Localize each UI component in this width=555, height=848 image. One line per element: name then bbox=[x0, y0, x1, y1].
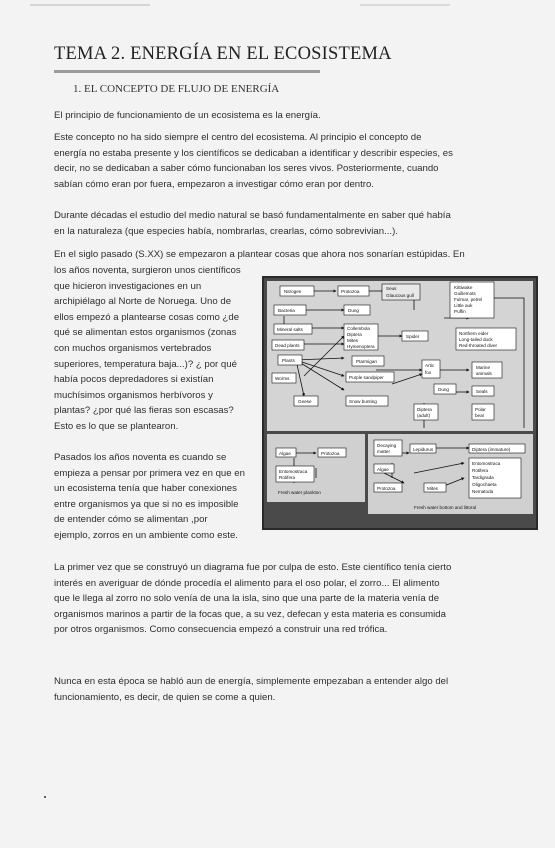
paragraph-line: plantas? ¿por qué las fieras son escasas? bbox=[54, 405, 234, 417]
node-bottom-algae: Algae bbox=[377, 467, 389, 472]
node-fox: fox bbox=[425, 370, 432, 375]
paragraph-line: empieza a pensar por primera vez en que en bbox=[54, 467, 245, 479]
paragraph-5 bbox=[54, 450, 262, 544]
title-underline bbox=[54, 70, 320, 73]
page-title: TEMA 2. ENERGÍA EN EL ECOSISTEMA bbox=[54, 44, 392, 64]
paragraph-line: Este concepto no ha sido siempre el centro del ecosistema. Al principio el concepto de bbox=[54, 132, 422, 143]
node-diptera-adult: Diptera bbox=[417, 407, 432, 412]
node-mites: Mites bbox=[347, 338, 358, 343]
paragraph-line: Esto es lo que se plantearon. bbox=[54, 420, 179, 432]
faded-top-text bbox=[30, 2, 530, 10]
node-seus: Seus bbox=[386, 286, 397, 291]
node-bacteria: Bacteria bbox=[278, 308, 295, 313]
paragraph-6 bbox=[54, 560, 474, 638]
paragraph-line: La primer vez que se construyó un diagrama fue por culpa de esto. Este científico tenía cierto bbox=[54, 562, 452, 573]
food-web-diagram bbox=[262, 276, 538, 530]
node-protozoa: Protozoa bbox=[341, 289, 360, 294]
paragraph-line: muchísimos organismos herbívoros y bbox=[54, 389, 213, 401]
paragraph-4 bbox=[54, 263, 262, 435]
node-dead-plants: Dead plants bbox=[275, 343, 300, 348]
paragraph-line: En el siglo pasado (S.XX) se empezaron a plantear cosas que ahora nos sonarían estúpidas. En bbox=[54, 249, 465, 260]
paragraph-line: archipiélago al Norte de Noruega. Uno de bbox=[54, 296, 232, 308]
node-nematoda: Nematoda bbox=[472, 489, 494, 494]
fw-bottom-caption: Fresh water bottom and littoral bbox=[414, 505, 477, 510]
node-northern-eider: Northern eider bbox=[459, 331, 489, 336]
node-dung-2: Dung bbox=[438, 387, 449, 392]
paragraph-1 bbox=[54, 108, 474, 124]
paragraph-line: Nunca en esta época se habló aun de energía, simplemente empezaban a entender algo del bbox=[54, 676, 449, 687]
node-snow-bunting: Snow bunting bbox=[349, 399, 377, 404]
paragraph-line: entre organismos ya que si no es imposible bbox=[54, 498, 239, 510]
node-long-tailed-duck: Long-tailed duck bbox=[459, 337, 493, 342]
node-puffin: Puffin bbox=[454, 309, 466, 314]
node-polar: Polar bbox=[475, 407, 486, 412]
paragraph-line: El principio de funcionamiento de un ecosistema es la energía. bbox=[54, 110, 321, 121]
paragraph-line: superiores, temperatura baja...)? ¿ por qué bbox=[54, 358, 237, 370]
paragraph-line: un ecosistema tenía que haber conexiones bbox=[54, 483, 237, 495]
node-kittiwake: Kittiwake bbox=[454, 285, 473, 290]
node-diptera-immature: Diptera (immature) bbox=[472, 447, 511, 452]
paragraph-line: Durante décadas el estudio del medio natural se basó fundamentalmente en saber qué había bbox=[54, 210, 451, 221]
node-dung: Dung bbox=[348, 308, 359, 313]
paragraph-2 bbox=[54, 130, 474, 192]
paragraph-line: en la naturaleza (que especies había, nombrarlas, crearlas, cómo sobrevivian...). bbox=[54, 225, 398, 237]
node-arctic: Artic bbox=[425, 363, 435, 368]
node-bottom-protozoa: Protozoa bbox=[377, 486, 396, 491]
paragraph-line: funcionamiento, es decir, de quien se come a quien. bbox=[54, 691, 276, 703]
paragraph-line: Pasados los años noventa es cuando se bbox=[54, 452, 227, 463]
node-diptera: Diptera bbox=[347, 332, 362, 337]
paragraph-line: ejemplo, zorros en un ambiente como este. bbox=[54, 529, 238, 541]
node-fulmar: Fulmar, petrel bbox=[454, 297, 483, 302]
paragraph-line: había pocos depredadores si existían bbox=[54, 374, 214, 386]
node-fw-rotifera: Rotifera bbox=[279, 475, 296, 480]
node-fw-entomostraca: Entomostraca bbox=[279, 469, 308, 474]
node-little-auk: Little auk bbox=[454, 303, 473, 308]
node-glaucous-gull: Glaucous gull bbox=[386, 293, 414, 298]
node-nitrogen: Nitrogen bbox=[284, 289, 302, 294]
paragraph-line: ellos empezó a plantearse cosas como ¿de bbox=[54, 311, 240, 323]
node-purple-sandpiper: Purple sandpiper bbox=[349, 375, 384, 380]
node-seals: Seals bbox=[476, 389, 488, 394]
node-decaying: Decaying bbox=[377, 443, 397, 448]
node-red-throated-diver: Red-throated diver bbox=[459, 343, 498, 348]
paragraph-line: por otros organismos. Como consecuencia empezó a construir una red trófica. bbox=[54, 624, 388, 636]
node-collembola: Collembola bbox=[347, 326, 370, 331]
node-entomostraca: Entomostraca bbox=[472, 461, 501, 466]
paragraph-line: decir, no se dedicaban a saber cómo funcionaban los seres vivos. Posteriormente, cuando bbox=[54, 163, 439, 175]
node-animals: animals bbox=[476, 371, 492, 376]
node-marine: Marine bbox=[476, 365, 491, 370]
node-plants: Plants bbox=[282, 358, 295, 363]
paragraph-line: interés en averiguar de dónde procedía el alimento para el oso polar, el zorro... El alimento bbox=[54, 577, 440, 589]
paragraph-line: de entender cómo se alimentan ,por bbox=[54, 514, 208, 526]
paragraph-3 bbox=[54, 208, 474, 239]
node-oligochaeta: Oligochaeta bbox=[472, 482, 497, 487]
paragraph-line: qué se alimentan estos organismos (zonas bbox=[54, 327, 237, 339]
node-ptarmigan: Ptarmigan bbox=[356, 359, 377, 364]
node-geese: Geese bbox=[298, 399, 312, 404]
node-hymenoptera: Hymenoptera bbox=[347, 344, 375, 349]
node-tardigrada: Tardigrada bbox=[472, 475, 494, 480]
node-adult: (adult) bbox=[417, 413, 431, 418]
node-bear: bear bbox=[475, 413, 485, 418]
paragraph-7 bbox=[54, 674, 474, 705]
paragraph-line: sabían cómo eran por fuera, empezaron a investigar cómo eran por dentro. bbox=[54, 178, 374, 190]
fw-plankton-caption: Fresh water plankton bbox=[278, 490, 321, 495]
node-lepidurus: Lepidurus bbox=[413, 447, 434, 452]
node-mineral-salts: Mineral salts bbox=[277, 327, 303, 332]
node-spider: Spider bbox=[406, 334, 420, 339]
ink-speck bbox=[44, 796, 46, 798]
node-rotifera: Rotifera bbox=[472, 468, 489, 473]
paragraph-line: con muchos organismos vertebrados bbox=[54, 342, 212, 354]
node-matter: matter bbox=[377, 449, 391, 454]
paragraph-line: los años noventa, surgieron unos científicos bbox=[54, 265, 241, 276]
node-guillemots: Guillemots bbox=[454, 291, 476, 296]
paragraph-line: que hicieron investigaciones en un bbox=[54, 280, 202, 292]
paragraph-line: energía no estaba presente y los científicos se dedicaban a identificar y describir especies, es bbox=[54, 147, 453, 159]
node-fw-protozoa: Protozoa bbox=[321, 451, 340, 456]
paragraph-line: que le llega al zorro no solo venía de una la isla, sino que una parte de la materia venía de bbox=[54, 593, 440, 605]
node-fw-algae: Algae bbox=[279, 451, 291, 456]
node-worms: Worms bbox=[275, 376, 290, 381]
paragraph-line: organismos marinos a partir de la focas que, a su vez, defecan y esta materia es consumida bbox=[54, 608, 446, 620]
paragraph-4-intro bbox=[54, 247, 474, 263]
node-mites-bottom: Mites bbox=[427, 486, 438, 491]
section-heading: 1. EL CONCEPTO DE FLUJO DE ENERGÍA bbox=[73, 83, 280, 95]
